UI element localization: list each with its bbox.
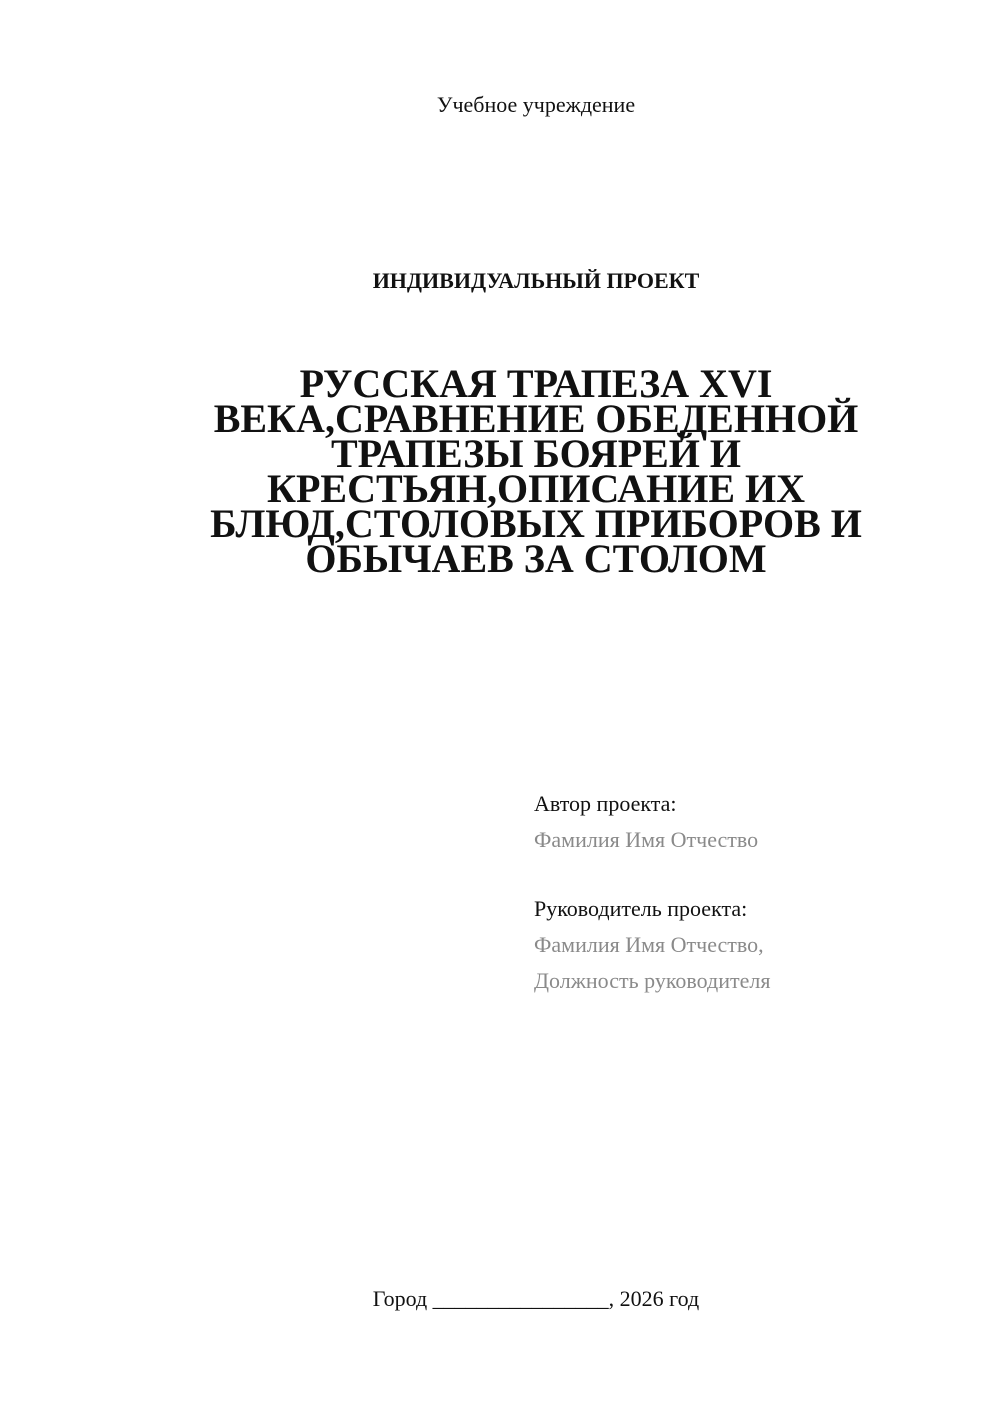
- title-line: ВЕКА,СРАВНЕНИЕ ОБЕДЕННОЙ: [213, 396, 859, 441]
- title-line: КРЕСТЬЯН,ОПИСАНИЕ ИХ: [266, 466, 806, 511]
- institution-name: Учебное учреждение: [436, 92, 636, 117]
- author-name: Фамилия Имя Отчество: [534, 827, 759, 852]
- title-line: ТРАПЕЗЫ БОЯРЕЙ И: [330, 431, 742, 476]
- supervisor-position: Должность руководителя: [534, 968, 771, 993]
- city-year-line: Город ________________, 2026 год: [372, 1286, 700, 1311]
- supervisor-label: Руководитель проекта:: [534, 896, 748, 921]
- project-type-heading: ИНДИВИДУАЛЬНЫЙ ПРОЕКТ: [372, 268, 700, 293]
- project-title: [180, 361, 892, 581]
- author-label: Автор проекта:: [534, 791, 677, 816]
- title-line: РУССКАЯ ТРАПЕЗА XVI: [299, 361, 773, 406]
- author-block: [534, 786, 758, 858]
- title-line: ОБЫЧАЕВ ЗА СТОЛОМ: [305, 536, 767, 581]
- title-line: БЛЮД,СТОЛОВЫХ ПРИБОРОВ И: [210, 501, 862, 546]
- supervisor-block: [534, 891, 770, 999]
- supervisor-name: Фамилия Имя Отчество,: [534, 932, 764, 957]
